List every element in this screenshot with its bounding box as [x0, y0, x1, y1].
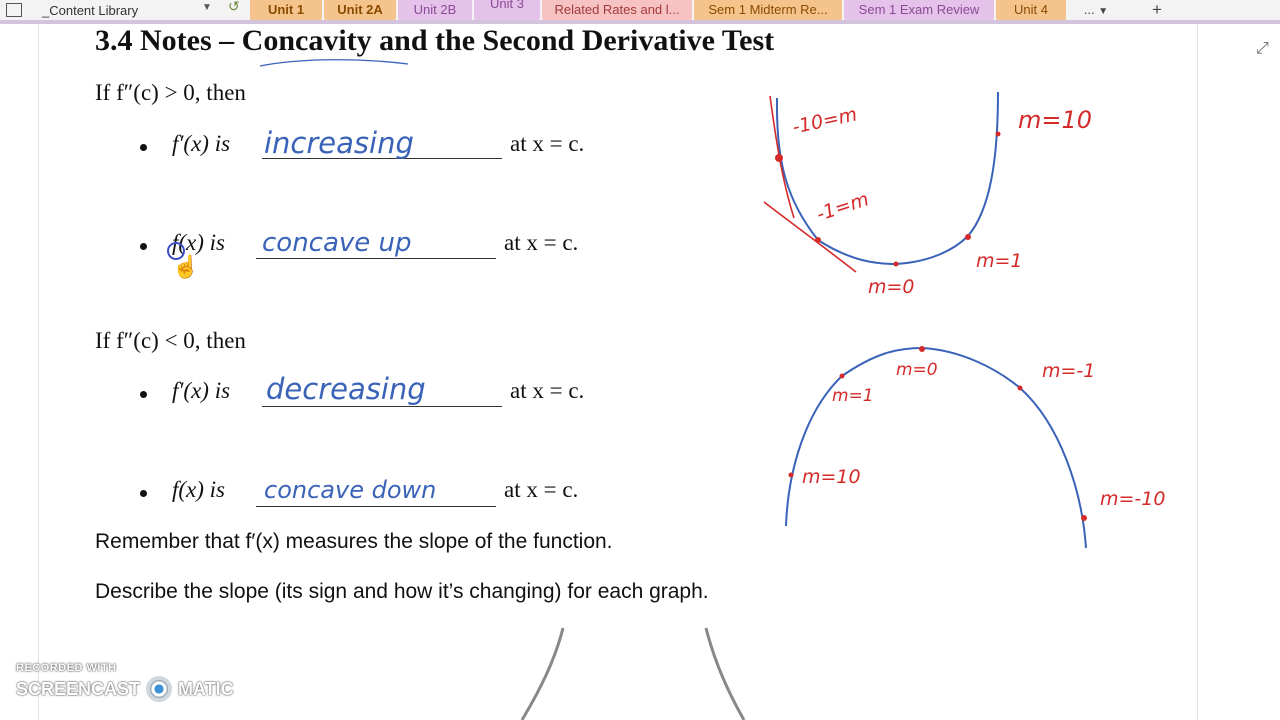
item-tail: at x = c. [504, 477, 579, 502]
screencast-logo-icon [146, 676, 172, 702]
item-tail: at x = c. [504, 230, 579, 255]
tab-label: Unit 4 [1014, 2, 1048, 17]
tab-label: Related Rates and l... [554, 2, 680, 17]
point [996, 132, 1001, 137]
title-topic: Concavity and the Second Derivative Test [241, 24, 775, 57]
point [919, 346, 925, 352]
notebook-name: _Content Library [42, 2, 139, 18]
partial-graph-left [522, 628, 563, 720]
handwritten-answer: concave up [262, 228, 412, 258]
watermark-brand-a: SCREENCAST [16, 678, 141, 699]
slope-label: m=-1 [1042, 360, 1096, 382]
heading-underline [260, 60, 408, 66]
point [1018, 386, 1023, 391]
point [815, 237, 821, 243]
slope-label: -1=m [813, 188, 872, 226]
tab-label: Unit 2B [413, 2, 457, 17]
point [965, 234, 971, 240]
item-lead: f′(x) is [172, 131, 231, 156]
point [1081, 515, 1087, 521]
more-label: ... [1083, 2, 1095, 17]
condition-negative: If f″(c) < 0, then [95, 328, 246, 353]
tab-label: Unit 2A [337, 2, 383, 17]
item-tail: at x = c. [510, 378, 585, 403]
tab-label: Unit 1 [267, 2, 305, 17]
handwritten-answer: increasing [264, 126, 414, 160]
item-tail: at x = c. [510, 131, 585, 156]
point [840, 374, 845, 379]
recorder-watermark [16, 662, 234, 702]
expand-icon[interactable]: ⤢ [1256, 40, 1269, 57]
slope-label: m=-10 [1100, 488, 1166, 510]
remember-text: Remember that f′(x) measures the slope of the function. [95, 530, 613, 553]
describe-text: Describe the slope (its sign and how it’s changing) for each graph. [95, 580, 709, 603]
handwritten-answer: concave down [264, 476, 437, 504]
handwritten-answer: decreasing [266, 372, 426, 406]
chevron-down-icon: ▼ [1098, 6, 1109, 17]
tab-label: Sem 1 Midterm Re... [708, 2, 828, 17]
chevron-down-icon[interactable]: ▼ [202, 2, 212, 13]
condition-positive: If f″(c) > 0, then [95, 80, 246, 105]
point [894, 262, 899, 267]
watermark-brand-b: MATIC [178, 678, 234, 699]
slope-label: m=1 [832, 386, 874, 406]
slope-label: m=10 [802, 466, 861, 488]
point [775, 154, 783, 162]
tab-label: Sem 1 Exam Review [858, 2, 980, 17]
slope-label: m=1 [976, 250, 1023, 272]
slope-label: m=0 [896, 360, 938, 380]
tab-label: Unit 3 [490, 0, 524, 11]
watermark-caption: RECORDED WITH [16, 662, 117, 674]
slope-label: m=0 [868, 276, 915, 298]
hand-cursor-icon: ☝ [172, 254, 200, 279]
partial-graph-right [706, 628, 744, 720]
title-prefix: 3.4 Notes – [95, 24, 242, 57]
slope-label: m=10 [1018, 106, 1093, 134]
item-lead: f(x) is [172, 477, 226, 502]
point [789, 473, 794, 478]
slope-label: -10=m [790, 103, 860, 139]
add-label: + [1152, 0, 1162, 19]
item-lead: f′(x) is [172, 378, 231, 403]
sync-icon: ↺ [228, 0, 240, 14]
item-lead: f(x) is [172, 230, 226, 255]
